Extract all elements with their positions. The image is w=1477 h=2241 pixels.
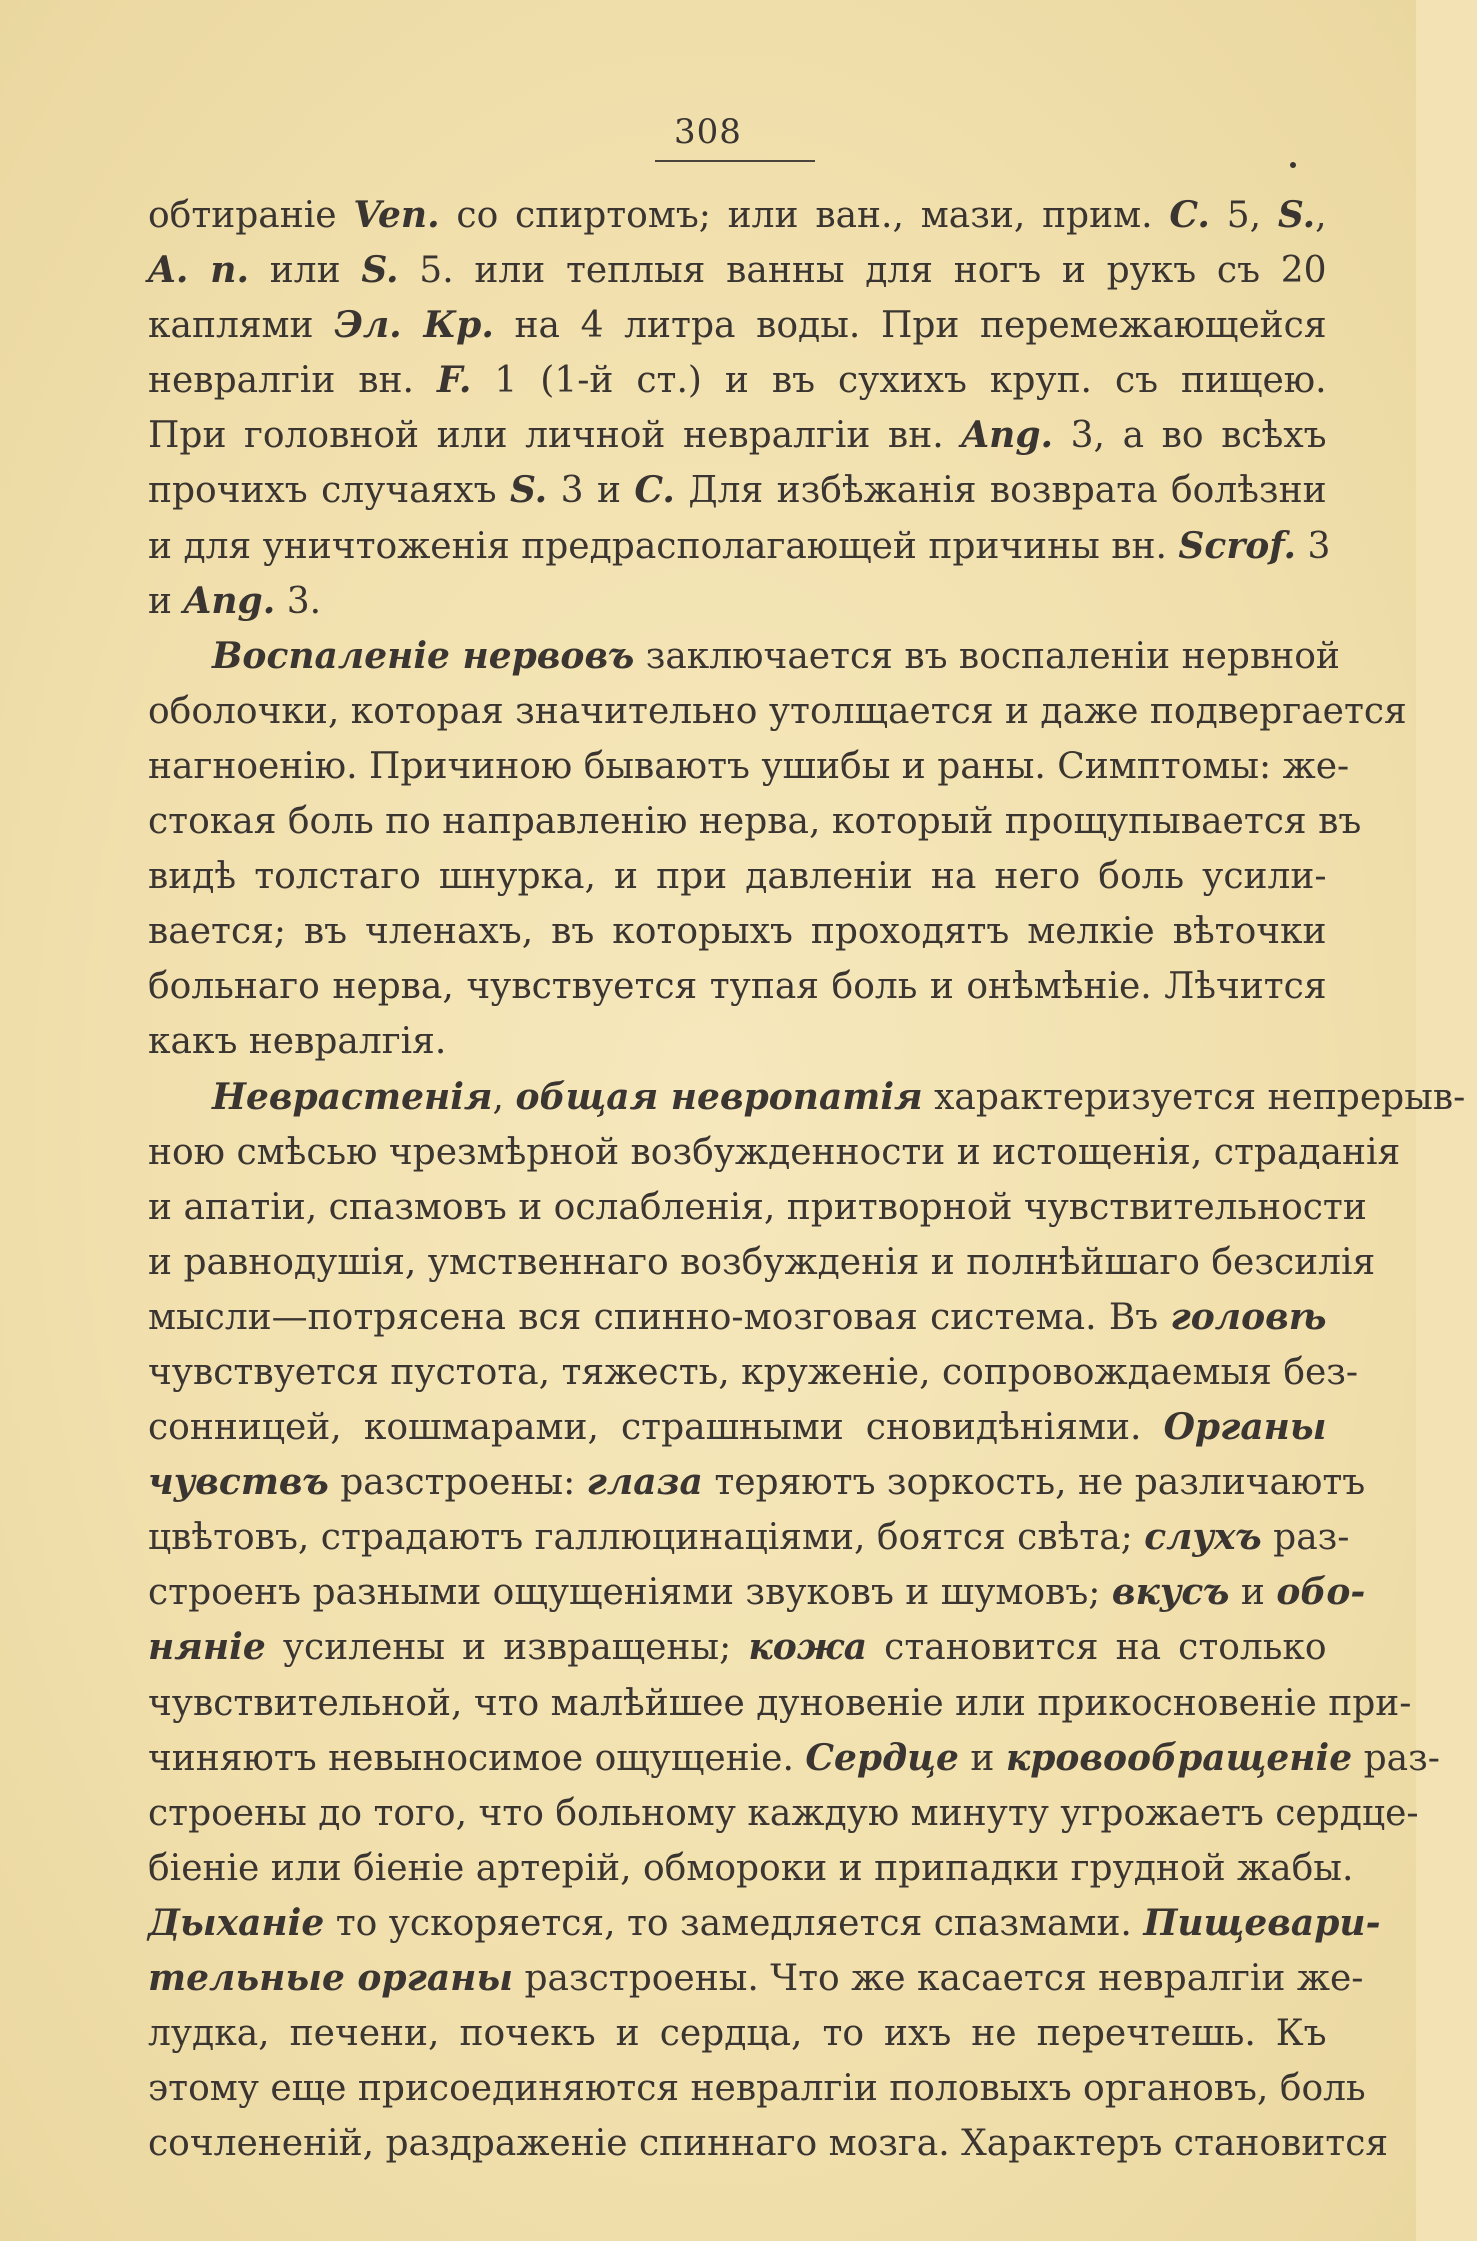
plain-text: и для уничтоженія предрасполагающей причины вн.	[148, 525, 1179, 567]
emphasis-text: слухъ	[1144, 1516, 1262, 1559]
text-line	[148, 739, 1361, 794]
text-line	[148, 188, 1338, 243]
plain-text	[1327, 1297, 1338, 1338]
text-line	[148, 1070, 1477, 1125]
print-speck	[1290, 162, 1296, 168]
text-line	[148, 463, 1338, 518]
text-line	[148, 1951, 1375, 2006]
text-line	[148, 353, 1338, 408]
emphasis-text: вкусъ	[1111, 1571, 1230, 1614]
text-line	[148, 794, 1373, 849]
plain-text	[1365, 1572, 1376, 1613]
text-line	[148, 1896, 1381, 1951]
plain-text: этому еще присоединяются невралгіи половыхъ органовъ, боль	[148, 2068, 1378, 2110]
plain-text: сонницей, кошмарами, страшными сновидѣніями.	[148, 1407, 1164, 1449]
plain-text: на 4 литра воды. При перемежающейся	[493, 305, 1338, 347]
plain-text: чувствительной, что малѣйшее дуновеніе или прикосновеніе при-	[148, 1682, 1423, 1724]
text-line	[148, 959, 1338, 1014]
plain-text: разстроены:	[328, 1462, 587, 1504]
plain-text: и	[958, 1737, 1006, 1779]
emphasis-text: Воспаленіе нервовъ	[212, 634, 635, 677]
text-line	[148, 408, 1338, 463]
text-line	[148, 2061, 1378, 2116]
emphasis-text: Неврастенія	[212, 1075, 493, 1118]
text-line	[148, 629, 1352, 684]
emphasis-text: Дыханіе	[148, 1901, 325, 1944]
text-line	[148, 574, 1338, 629]
text-line	[148, 684, 1419, 739]
plain-text: строенъ разными ощущеніями звуковъ и шумовъ;	[148, 1572, 1112, 1614]
plain-text: ,	[492, 1076, 516, 1118]
text-line	[148, 1676, 1423, 1731]
emphasis-text: чувствъ	[148, 1461, 329, 1504]
text-line	[148, 2116, 1400, 2171]
text-line	[148, 849, 1338, 904]
emphasis-text: общая невропатія	[515, 1075, 923, 1118]
plain-text: невралгіи вн.	[148, 360, 437, 402]
text-line	[148, 1290, 1338, 1345]
plain-text: какъ невралгія.	[148, 1021, 447, 1063]
plain-text: 5. или теплыя ванны для ногъ и рукъ съ 20	[398, 250, 1338, 292]
plain-text: нагноенію. Причиною бываютъ ушибы и раны. Симптомы: же-	[148, 745, 1361, 787]
plain-text: ною смѣсью чрезмѣрной возбужденности и истощенія, страданія	[148, 1131, 1412, 1173]
emphasis-text: C.	[634, 469, 675, 512]
emphasis-text: A. n.	[148, 249, 249, 292]
emphasis-text: Ang.	[183, 579, 276, 622]
plain-text	[1381, 1903, 1392, 1944]
emphasis-text: Эл. Кр.	[334, 304, 494, 347]
plain-text: раз-	[1352, 1737, 1452, 1779]
plain-text: характеризуется непрерыв-	[922, 1076, 1477, 1118]
text-line	[148, 1345, 1370, 1400]
text-line	[148, 1014, 1338, 1069]
plain-text: каплями	[148, 305, 335, 347]
plain-text: и	[1229, 1572, 1277, 1614]
plain-text: 3.	[275, 580, 322, 622]
plain-text: или	[249, 250, 362, 292]
plain-text: теряютъ зоркость, не различаютъ	[702, 1462, 1377, 1504]
plain-text: 3	[1296, 525, 1342, 567]
emphasis-text: глаза	[586, 1461, 703, 1504]
text-line	[148, 519, 1342, 574]
text-line	[148, 1786, 1431, 1841]
plain-text: и	[148, 580, 184, 622]
text-line	[148, 2006, 1338, 2061]
text-line	[148, 904, 1338, 959]
plain-text: строены до того, что больному каждую минуту угрожаетъ сердце-	[148, 1792, 1431, 1834]
plain-text: видѣ толстаго шнурка, и при давленіи на него боль усили-	[148, 856, 1338, 898]
emphasis-text: головѣ	[1170, 1295, 1327, 1338]
plain-text: раз-	[1261, 1517, 1361, 1559]
text-line	[148, 1125, 1412, 1180]
plain-text: чиняютъ невыносимое ощущеніе.	[148, 1737, 806, 1779]
plain-text: разстроены. Что же касается невралгіи же-	[513, 1958, 1375, 1999]
plain-text: больнаго нерва, чувствуется тупая боль и онѣмѣніе. Лѣчится	[148, 966, 1338, 1008]
plain-text: 5,	[1209, 195, 1278, 236]
emphasis-text: Ang.	[961, 414, 1054, 457]
text-line	[148, 1455, 1377, 1510]
text-line	[148, 298, 1338, 353]
plain-text: Для избѣжанія возврата болѣзни	[674, 470, 1339, 512]
page-number-rule	[655, 160, 815, 162]
body-text	[148, 188, 1477, 2171]
emphasis-text: няніе	[148, 1626, 266, 1669]
plain-text: біеніе или біеніе артерій, обмороки и припадки грудной жабы.	[148, 1847, 1365, 1889]
text-line	[148, 1510, 1361, 1565]
plain-text: ,	[1315, 195, 1338, 236]
plain-text: 3 и	[547, 470, 635, 512]
plain-text: то ускоряется, то замедляется спазмами.	[324, 1902, 1144, 1944]
plain-text: оболочки, которая значительно утолщается и даже подвергается	[148, 690, 1419, 732]
text-line	[148, 1731, 1452, 1786]
plain-text: чувствуется пустота, тяжесть, круженіе, сопровождаемыя без-	[148, 1351, 1370, 1393]
emphasis-text: Органы	[1163, 1406, 1327, 1449]
emphasis-text: Сердце	[805, 1736, 959, 1779]
plain-text: 1 (1-й ст.) и въ сухихъ круп. съ пищею.	[471, 360, 1338, 402]
plain-text: усилены и извращены;	[265, 1627, 749, 1669]
emphasis-text: F.	[436, 359, 472, 402]
emphasis-text: тельные органы	[148, 1957, 514, 1999]
plain-text: сочлененій, раздраженіе спиннаго мозга. Характеръ становится	[148, 2123, 1400, 2165]
plain-text: цвѣтовъ, страдаютъ галлюцинаціями, боятся свѣта;	[148, 1517, 1145, 1559]
emphasis-text: C.	[1169, 194, 1210, 236]
text-line	[148, 1565, 1366, 1620]
plain-text: обтираніе	[148, 195, 354, 236]
emphasis-text: Пищевари-	[1143, 1901, 1381, 1944]
emphasis-text: обо-	[1276, 1571, 1366, 1614]
plain-text: становится на столько	[867, 1627, 1338, 1669]
plain-text: и апатіи, спазмовъ и ослабленія, притворной чувствительности	[148, 1186, 1379, 1228]
page-number: 308	[674, 112, 742, 152]
plain-text: заключается въ воспаленіи нервной	[634, 635, 1352, 677]
emphasis-text: S.	[509, 469, 548, 512]
plain-text: лудка, печени, почекъ и сердца, то ихъ не перечтешь. Къ	[148, 2013, 1338, 2055]
plain-text: со спиртомъ; или ван., мази, прим.	[439, 195, 1170, 236]
plain-text: прочихъ случаяхъ	[148, 470, 510, 512]
emphasis-text: S.	[361, 249, 399, 292]
emphasis-text: кожа	[748, 1626, 868, 1669]
text-line	[148, 1400, 1338, 1455]
plain-text: вается; въ членахъ, въ которыхъ проходятъ мелкіе вѣточки	[148, 911, 1338, 953]
emphasis-text: Ven.	[353, 194, 440, 236]
text-line	[148, 1620, 1338, 1675]
text-line	[148, 1235, 1387, 1290]
text-line	[148, 1180, 1379, 1235]
emphasis-text: Scrof.	[1178, 524, 1297, 567]
plain-text	[1327, 1407, 1338, 1448]
text-line	[148, 1841, 1365, 1896]
emphasis-text: кровообращеніе	[1005, 1736, 1353, 1779]
plain-text: мысли—потрясена вся спинно-мозговая система. Въ	[148, 1296, 1171, 1338]
plain-text: При головной или личной невралгіи вн.	[148, 415, 962, 457]
emphasis-text: S.	[1277, 194, 1316, 236]
text-line	[148, 243, 1338, 298]
plain-text: 3, а во всѣхъ	[1053, 415, 1338, 457]
plain-text: и равнодушія, умственнаго возбужденія и полнѣйшаго безсилія	[148, 1241, 1387, 1283]
plain-text: стокая боль по направленію нерва, который прощупывается въ	[148, 801, 1373, 843]
